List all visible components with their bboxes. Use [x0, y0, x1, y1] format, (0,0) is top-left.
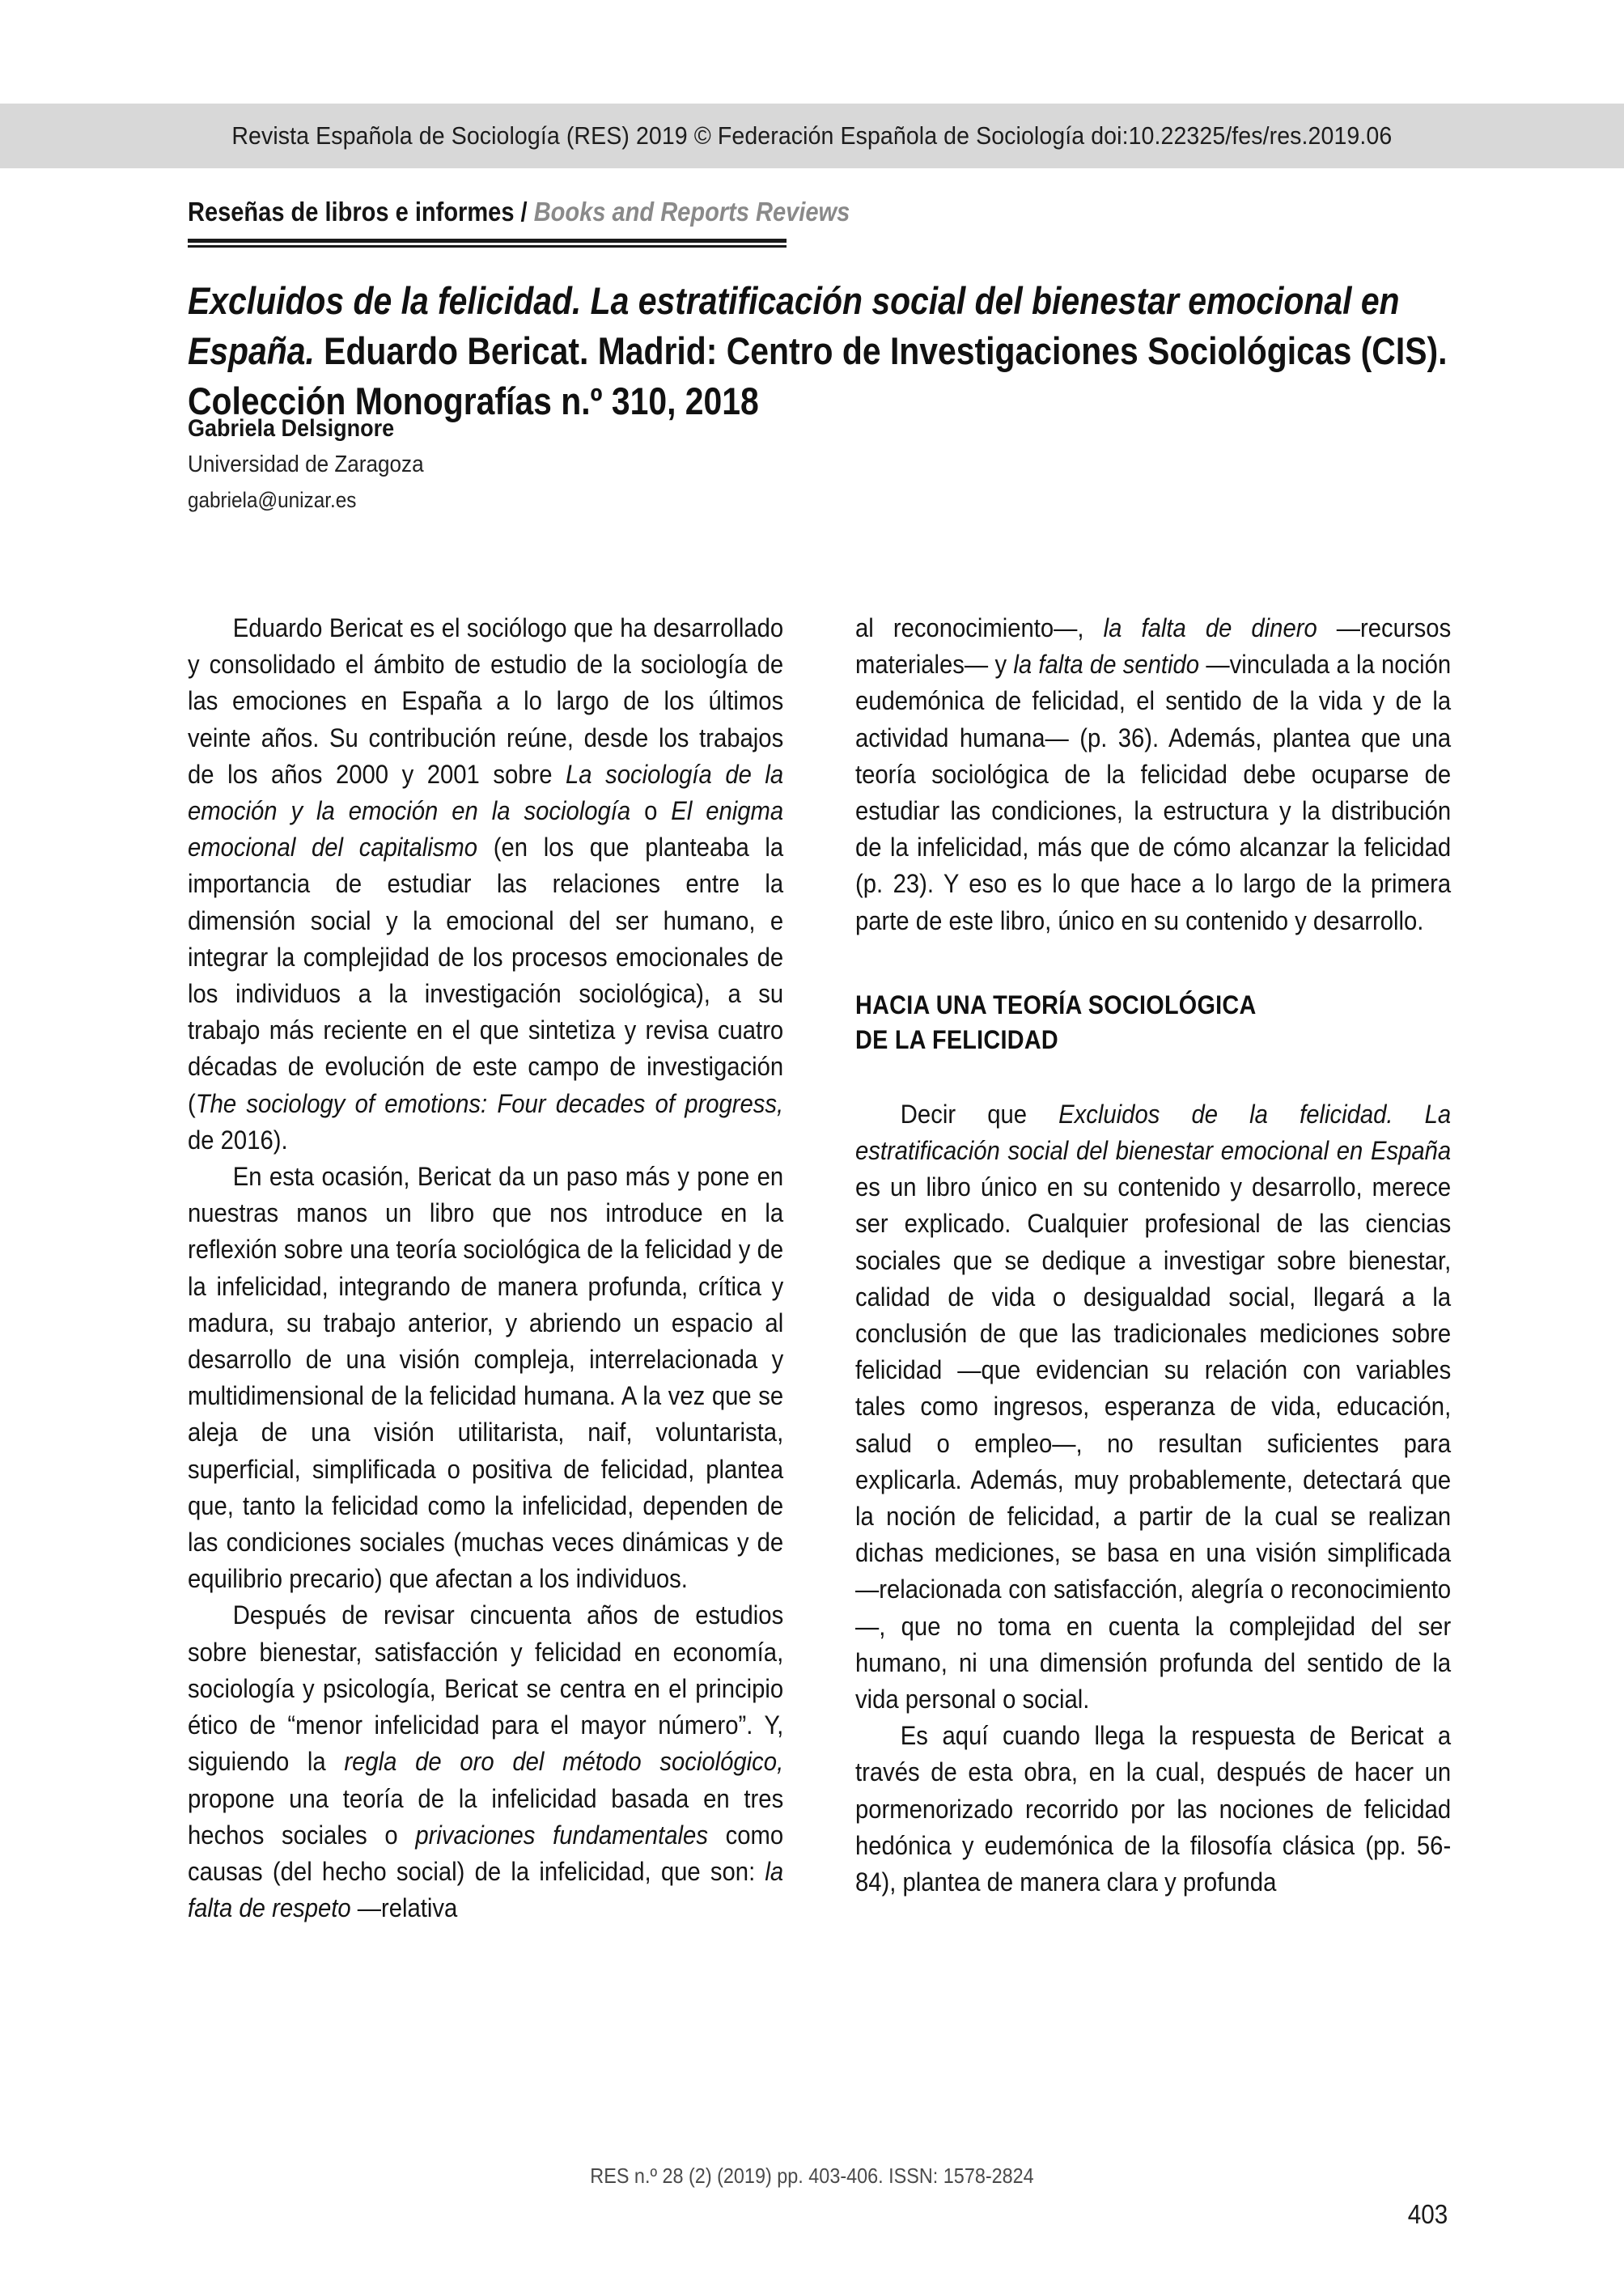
author-block	[188, 411, 424, 518]
paragraph: En esta ocasión, Bericat da un paso más y pone en nuestras manos un libro que nos introduce en la reflexión sobre una teoría sociológica de la felicidad y de la infelicidad, integrando de manera profunda, crítica y madura, su trabajo anterior, y abriendo un espacio al desarrollo de una visión compleja, interrelacionada y multidimensional de la felicidad humana. A la vez que se aleja de una visión utilitarista, naif, voluntarista, superficial, simplificada o positiva de felicidad, plantea que, tanto la felicidad como la infelicidad, dependen de las condiciones sociales (muchas veces dinámicas y de equilibrio precario) que afectan a los individuos.	[188, 1162, 784, 1594]
text-run: —vinculada a la noción eudemónica de felicidad, el sentido de la vida y de la actividad humana— (p. 36). Además, plantea que una teoría sociológica de la felicidad debe ocuparse de estudiar las condiciones, la estructura y la distribución de la infelicidad, más que de cómo alcanzar la felicidad (p. 23). Y eso es lo que hace a lo largo de la primera parte de este libro, único en su contenido y desarrollo.	[855, 650, 1452, 935]
section-heading-line-2: DE LA FELICIDAD	[855, 1024, 1058, 1054]
work-title: La sociología de la emoción y la emoción en la sociología	[188, 759, 784, 826]
section-kicker	[188, 197, 1438, 248]
author-email[interactable]: gabriela@unizar.es	[188, 488, 357, 512]
work-title: Excluidos de la felicidad. La estratificación social del bienestar emocional en España	[855, 1099, 1452, 1166]
emphasis: la falta de respeto	[188, 1856, 784, 1923]
page-number: 403	[1407, 2199, 1448, 2229]
kicker-label-es: Reseñas de libros e informes /	[188, 197, 534, 227]
text-run: como causas (del hecho social) de la infelicidad, que son:	[188, 1820, 784, 1886]
text-run: Decir que	[900, 1099, 1059, 1129]
emphasis: la falta de dinero	[1103, 613, 1317, 642]
text-run: es un libro único en su contenido y desarrollo, merece ser explicado. Cualquier profesional de las ciencias sociales que se dedique a investigar sobre bienestar, calidad de vida o desigualdad social, llegará a la conclusión de que las tradicionales mediciones sobre felicidad —que evidencian su relación con variables tales como ingresos, esperanza de vida, educación, salud o empleo—, no resultan suficientes para explicarla. Además, muy probablemente, detectará que la noción de felicidad, a partir de la cual se realizan dichas mediciones, se basa en una visión simplificada —relacionada con satisfacción, alegría o reconocimiento—, que no toma en cuenta la complejidad del ser humano, ni una dimensión profunda del sentido de la vida personal o social.	[855, 1172, 1452, 1714]
kicker-divider	[188, 239, 787, 248]
kicker-label-en: Books and Reports Reviews	[533, 197, 850, 227]
running-head-text: Revista Española de Sociología (RES) 2019 © Federación Española de Sociología doi:10.22325/fes/res.2019.06	[231, 121, 1393, 150]
section-heading	[855, 988, 1451, 1057]
page-title	[188, 276, 1448, 426]
work-title: The sociology of emotions: Four decades of progress,	[195, 1088, 784, 1118]
body-columns	[188, 610, 1450, 1926]
emphasis: privaciones fundamentales	[415, 1820, 708, 1850]
title-italic-part: Excluidos de la felicidad. La estratificación social del bienestar emocional en España.	[188, 279, 1400, 373]
work-title: El enigma emocional del capitalismo	[188, 796, 784, 863]
kicker-line	[188, 197, 1288, 227]
text-run: propone una teoría de la infelicidad basada en tres hechos sociales o	[188, 1783, 784, 1850]
author-name: Gabriela Delsignore	[188, 415, 395, 442]
text-run: —recursos materiales— y	[855, 613, 1452, 680]
text-run: Después de revisar cincuenta años de estudios sobre bienestar, satisfacción y felicidad en economía, sociología y psicología, Bericat se centra en el principio ético de “menor infelicidad para el mayor número”. Y, siguiendo la	[188, 1600, 784, 1777]
author-affiliation: Universidad de Zaragoza	[188, 451, 424, 477]
title-roman-part: Eduardo Bericat. Madrid: Centro de Investigaciones Sociológicas (CIS). Colección Monografías n.º 310, 2018	[188, 329, 1448, 423]
footer-citation: RES n.º 28 (2) (2019) pp. 403-406. ISSN: 1578-2824	[590, 2164, 1034, 2188]
text-run: —relativa	[350, 1893, 458, 1923]
paragraph	[855, 1096, 1451, 1718]
section-heading-line-1: HACIA UNA TEORÍA SOCIOLÓGICA	[855, 990, 1257, 1019]
text-run: de 2016).	[188, 1125, 288, 1155]
paragraph	[188, 1597, 783, 1926]
emphasis: regla de oro del método sociológico,	[344, 1747, 784, 1777]
emphasis: la falta de sentido	[1013, 650, 1200, 680]
running-head-band	[0, 104, 1624, 168]
text-run: (en los que planteaba la importancia de estudiar las relaciones entre la dimensión social y la emocional del ser humano, e integrar la complejidad de los procesos emocionales de los individuos a la investigación sociológica), a su trabajo más reciente en el que sintetiza y revisa cuatro décadas de evolución de este campo de investigación (	[188, 833, 784, 1118]
text-run: o	[630, 796, 672, 826]
paragraph: Es aquí cuando llega la respuesta de Bericat a través de esta obra, en la cual, después de hacer un pormenorizado recorrido por las nociones de felicidad hedónica y eudemónica de la filosofía clásica (pp. 56-84), plantea de manera clara y profunda	[855, 1721, 1452, 1897]
text-run: al reconocimiento—,	[855, 613, 1104, 642]
paragraph	[188, 610, 783, 1159]
right-column	[855, 610, 1450, 1926]
text-run: Eduardo Bericat es el sociólogo que ha desarrollado y consolidado el ámbito de estudio de la sociología de las emociones en España a lo largo de los últimos veinte años. Su contribución reúne, desde los trabajos de los años 2000 y 2001 sobre	[188, 613, 784, 789]
paragraph	[855, 610, 1451, 939]
left-column	[188, 610, 782, 1926]
